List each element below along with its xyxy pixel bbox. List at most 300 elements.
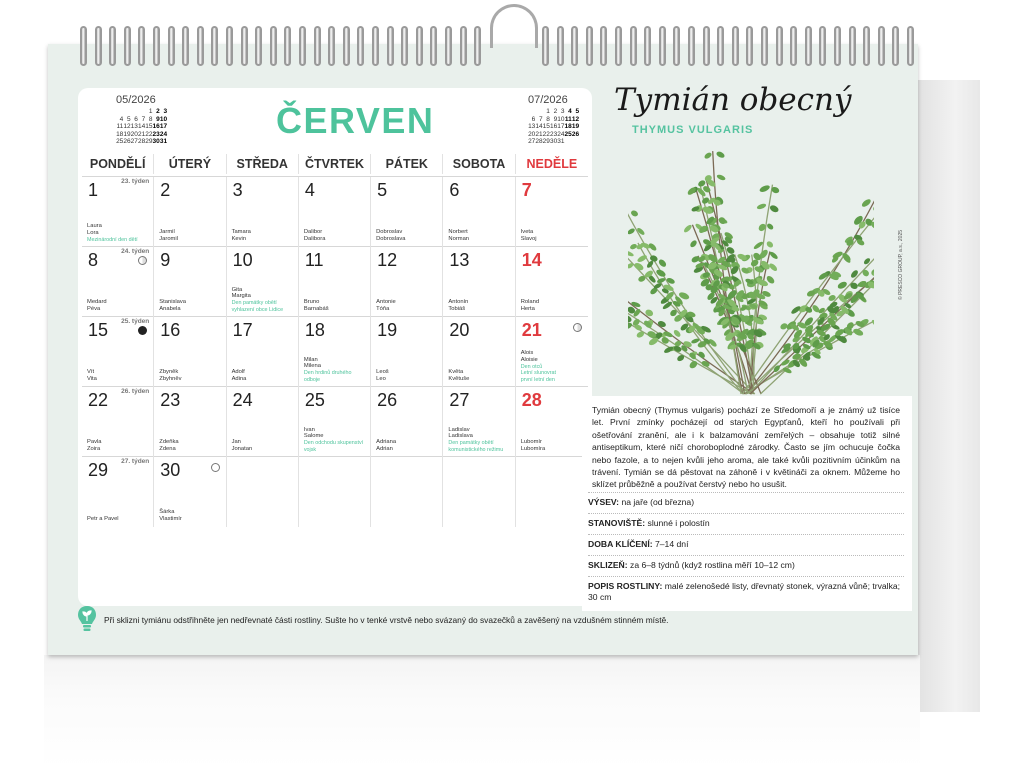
day-annotations [521, 350, 556, 383]
day-number: 22 [88, 390, 109, 410]
day-number: 16 [160, 320, 181, 340]
fact-value: 7–14 dní [655, 539, 689, 549]
weekday-label: SOBOTA [443, 154, 515, 174]
day-number: 14 [521, 250, 542, 270]
mini-calendar-day: 13 [528, 123, 536, 131]
calendar-day-cell [516, 457, 588, 527]
mini-calendar-day: 30 [549, 138, 558, 146]
day-annotations [87, 299, 107, 313]
mini-calendar-day: 26 [123, 138, 131, 146]
holiday-label: Den hrdinů druhého odboje [303, 370, 352, 383]
mini-calendar-day: 6 [134, 115, 138, 123]
day-annotations [87, 439, 102, 453]
mini-calendar-day: 5 [126, 115, 131, 123]
calendar-day-cell [227, 317, 299, 387]
day-number: 30 [160, 460, 181, 480]
mini-calendar-week [528, 138, 579, 146]
spiral-ring [153, 26, 160, 66]
spiral-ring [703, 26, 710, 66]
mini-calendar-day [138, 108, 145, 116]
calendar-day-cell [516, 387, 588, 457]
name-day: Petr a Pavel [87, 516, 119, 523]
weekday-label: ČTVRTEK [299, 154, 371, 174]
thyme-leaf [630, 209, 639, 217]
spiral-ring [761, 26, 768, 66]
name-day: Dobroslav Dobroslava [376, 229, 406, 243]
weekday-label: PONDĚLÍ [82, 154, 154, 174]
mini-calendar-day: 19 [571, 123, 580, 131]
spiral-ring [892, 26, 899, 66]
spiral-ring [299, 26, 306, 66]
day-annotations [448, 229, 469, 243]
calendar-day-cell [371, 387, 443, 457]
thyme-leaf [703, 151, 712, 159]
mini-calendar-day: 3 [163, 108, 168, 115]
day-annotations [448, 369, 469, 383]
plant-description: Tymián obecný (Thymus vulgaris) pochází ze Středomoří a je známý už tisíce let. První zmínky pocházejí od starých Egypťanů, kteří ho používali při ošetřování zranění, ale i k balzamování zemřelých – obsahuje totiž silné antiseptikum, které ničí choroboplodné zárodky. Často se jím ochucuje čočka nebo fazole, a to nejen kvůli jeho aroma, ale také kvůli pozitivním účinkům na trávení. Tymián se dá pěstovat na záhoně i v květináči za oknem. Můžeme ho sklízet průběžně a používat čerstvý nebo ho usušit. [592, 405, 900, 490]
name-day: Jan Jonatan [231, 439, 253, 453]
calendar-week-row [82, 246, 588, 316]
day-annotations [232, 229, 251, 243]
name-day: Iveta Slavoj [520, 229, 537, 243]
mini-calendar-day: 6 [531, 115, 536, 123]
thyme-leaf [683, 224, 693, 234]
holiday-label: Den otců Letní slunovrat první letní den [520, 363, 557, 383]
name-day: Zbyněk Zbyhněv [159, 369, 182, 383]
day-number: 9 [160, 250, 171, 270]
day-annotations [304, 299, 329, 313]
thyme-leaf [779, 322, 788, 331]
plant-facts [588, 492, 904, 608]
name-day: Milan Milena [303, 356, 321, 370]
day-number: 6 [449, 180, 460, 200]
calendar-day-cell [443, 177, 515, 247]
name-day: Medard Péva [87, 299, 107, 313]
fact-label: STANOVIŠTĚ: [588, 518, 646, 528]
name-day: Květa Květuše [448, 369, 470, 383]
spiral-ring [270, 26, 277, 66]
spiral-ring [109, 26, 116, 66]
spiral-ring [197, 26, 204, 66]
day-number: 23 [160, 390, 181, 410]
spiral-ring [557, 26, 564, 66]
thyme-leaf [765, 240, 774, 249]
thyme-leaf [666, 277, 676, 285]
calendar-day-cell [299, 177, 371, 247]
thyme-leaf [861, 268, 870, 277]
calendar-day-cell [82, 247, 154, 317]
calendar-day-cell [299, 387, 371, 457]
mini-calendar-day [564, 138, 571, 146]
holiday-label: Den odchodu skupenství vojsk [303, 440, 364, 453]
thyme-leaf [657, 320, 667, 328]
mini-calendar-day: 20 [528, 130, 536, 138]
day-annotations [232, 369, 247, 383]
day-annotations [521, 299, 539, 313]
name-day: Laura Lora [87, 223, 102, 236]
mini-calendar-day: 27 [130, 138, 138, 146]
day-annotations [376, 229, 405, 243]
calendar-day-cell [371, 247, 443, 317]
day-annotations [232, 287, 296, 313]
day-annotations [159, 439, 178, 453]
name-day: Roland Herta [520, 299, 540, 313]
day-annotations [87, 369, 97, 383]
mini-calendar-day: 3 [560, 108, 565, 115]
spiral-ring [907, 26, 914, 66]
spiral-ring [688, 26, 695, 66]
mini-calendar-day: 15 [145, 123, 153, 131]
name-day: Bruno Barnabáš [303, 299, 329, 313]
spiral-ring [168, 26, 175, 66]
fact-label: SKLIZEŇ: [588, 560, 628, 570]
calendar-day-cell [154, 247, 226, 317]
day-annotations [448, 299, 468, 313]
mini-calendar-week [528, 108, 579, 116]
mini-calendar-day: 9 [553, 115, 558, 123]
moon-phase-icon [138, 256, 147, 265]
thyme-leaf [717, 216, 727, 226]
day-number: 19 [377, 320, 398, 340]
spiral-ring [659, 26, 666, 66]
spiral-ring [834, 26, 841, 66]
day-number: 27 [449, 390, 470, 410]
mini-calendar-day: 10 [159, 115, 168, 123]
mini-calendar-day: 18 [116, 130, 124, 138]
calendar-week-row [82, 316, 588, 386]
mini-calendar-week [528, 116, 579, 124]
spiral-ring [717, 26, 724, 66]
spiral-ring [849, 26, 856, 66]
mini-calendar-day: 27 [528, 138, 536, 146]
thyme-leaf [629, 243, 638, 250]
calendar-day-cell [154, 387, 226, 457]
spiral-ring [343, 26, 350, 66]
mini-calendar-day: 9 [156, 115, 160, 123]
plant-title: Tymián obecný [614, 82, 852, 118]
thyme-leaf [769, 204, 780, 214]
name-day: Vít Vita [87, 369, 97, 383]
mini-calendar-day: 10 [557, 115, 565, 123]
calendar-day-cell [154, 457, 226, 527]
name-day: Leoš Leo [376, 369, 389, 383]
fact-row [588, 576, 904, 608]
lightbulb-sprout-icon [77, 604, 97, 634]
spiral-ring [746, 26, 753, 66]
name-day: Gita Margita [231, 286, 251, 300]
mini-calendar-day: 7 [538, 115, 543, 123]
fact-row [588, 492, 904, 513]
week-number: 27. týden [121, 458, 150, 465]
mini-calendar-day: 8 [148, 115, 153, 123]
mini-calendar-week [528, 131, 579, 139]
calendar-day-cell [299, 457, 371, 527]
moon-phase-icon [573, 323, 582, 332]
day-number: 11 [304, 250, 324, 270]
calendar-day-cell [82, 457, 154, 527]
name-day: Alois Aloisie [520, 350, 538, 363]
calendar-day-cell [443, 457, 515, 527]
mini-calendar-grid [116, 108, 167, 146]
spiral-ring [416, 26, 423, 66]
fact-row [588, 555, 904, 576]
calendar-day-cell [82, 177, 154, 247]
spiral-ring [630, 26, 637, 66]
mini-calendar-day: 23 [549, 130, 558, 138]
spiral-ring [226, 26, 233, 66]
fact-row [588, 534, 904, 555]
fact-row [588, 513, 904, 534]
spiral-ring [644, 26, 651, 66]
spiral-ring [542, 26, 549, 66]
calendar-day-cell [371, 457, 443, 527]
day-number: 20 [449, 320, 470, 340]
mini-calendar-day: 31 [557, 138, 565, 146]
calendar-day-cell [371, 317, 443, 387]
calendar-day-cell [516, 247, 588, 317]
spiral-ring [124, 26, 131, 66]
name-day: Ivan Salome [303, 426, 324, 440]
mini-calendar-day: 16 [549, 123, 558, 131]
day-annotations [304, 229, 326, 243]
mini-calendar-day [123, 108, 130, 116]
mini-calendar-day: 19 [123, 130, 131, 138]
calendar-day-cell [443, 387, 515, 457]
thyme-leaf [628, 262, 634, 269]
calendar-day-cell [443, 247, 515, 317]
mini-calendar-day: 1 [546, 108, 550, 115]
mini-calendar-day: 21 [137, 130, 146, 138]
calendar-day-cell [516, 317, 588, 387]
spiral-ring [182, 26, 189, 66]
day-annotations [159, 509, 182, 523]
spiral-ring [878, 26, 885, 66]
calendar-day-cell [227, 457, 299, 527]
day-annotations [159, 229, 178, 243]
day-number: 7 [521, 180, 532, 200]
mini-calendar-day: 25 [564, 130, 572, 138]
name-day: Adriana Adrian [376, 439, 397, 453]
week-number: 25. týden [121, 318, 150, 325]
mini-calendar-day [572, 138, 579, 146]
thyme-leaf [756, 203, 767, 211]
spiral-ring [460, 26, 467, 66]
calendar-day-cell [82, 317, 154, 387]
day-annotations [521, 229, 537, 243]
thyme-leaf [628, 227, 636, 235]
calendar-day-cell [154, 317, 226, 387]
mini-calendar-day: 24 [557, 130, 565, 138]
spiral-ring [863, 26, 870, 66]
holiday-label: Den památky obětí vyhlazení obce Lidice [231, 300, 284, 313]
mini-calendar-label: 07/2026 [528, 94, 568, 106]
spiral-ring [401, 26, 408, 66]
name-day: Ladislav Ladislava [448, 426, 473, 440]
calendar-day-cell [227, 247, 299, 317]
mini-calendar-next [528, 94, 579, 146]
weekday-label: STŘEDA [227, 154, 299, 174]
spiral-ring [673, 26, 680, 66]
thyme-leaf [658, 258, 668, 268]
spiral-ring [445, 26, 452, 66]
mini-calendar-day: 8 [546, 115, 550, 123]
day-annotations [376, 369, 389, 383]
mini-calendar-day: 4 [119, 115, 124, 123]
day-number: 28 [521, 390, 542, 410]
mini-calendar-day: 22 [542, 130, 550, 138]
thyme-leaf [766, 222, 774, 230]
month-calendar [78, 88, 592, 606]
day-number: 4 [304, 180, 315, 200]
holiday-label: Den památky obětí komunistického režimu [448, 440, 504, 453]
fact-value: slunné i polostín [647, 518, 710, 528]
fact-label: DOBA KLÍČENÍ: [588, 539, 653, 549]
mini-calendar-day: 4 [568, 108, 572, 115]
fact-value: za 6–8 týdnů (když rostlina měří 10–12 cm) [630, 560, 795, 570]
spiral-ring [284, 26, 291, 66]
mini-calendar-week [116, 123, 167, 131]
mini-calendar-day: 1 [148, 108, 153, 115]
day-number: 17 [232, 320, 253, 340]
thyme-leaf [759, 184, 771, 193]
day-annotations [448, 427, 512, 453]
thyme-leaf [715, 150, 725, 159]
spiral-ring [805, 26, 812, 66]
weekday-label: PÁTEK [371, 154, 443, 174]
spiral-ring [241, 26, 248, 66]
spiral-ring [430, 26, 437, 66]
calendar-week-row [82, 176, 588, 246]
thyme-leaf [871, 319, 874, 329]
name-day: Norbert Norman [448, 229, 470, 243]
fact-label: POPIS ROSTLINY: [588, 581, 663, 591]
calendar-day-cell [371, 177, 443, 247]
fact-value: malé zelenošedé listy, dřevnatý stonek, výrazná vůně; trvalka; 30 cm [588, 581, 901, 602]
mini-calendar-day: 21 [535, 130, 543, 138]
spiral-ring [328, 26, 335, 66]
mini-calendar-label: 05/2026 [116, 94, 156, 106]
day-number: 1 [88, 180, 99, 200]
mini-calendar-day: 17 [557, 123, 565, 131]
thyme-leaf [628, 249, 634, 257]
mini-calendar-day: 14 [535, 123, 543, 131]
mini-calendar-day: 17 [159, 123, 168, 131]
day-number: 3 [232, 180, 243, 200]
fact-label: VÝSEV: [588, 497, 620, 507]
thyme-leaf [850, 269, 860, 279]
spiral-ring [314, 26, 321, 66]
name-day: Zdeňka Zdena [159, 439, 179, 453]
name-day: Antonín Tobiáš [448, 299, 469, 313]
day-number: 2 [160, 180, 171, 200]
spiral-ring [615, 26, 622, 66]
thyme-leaf [689, 239, 698, 248]
copyright-note: © PRESCO GROUP, a.s., 2025 [898, 229, 904, 300]
plant-info-box [582, 396, 912, 611]
spiral-ring [95, 26, 102, 66]
spiral-ring [586, 26, 593, 66]
spiral-ring [211, 26, 218, 66]
spiral-ring [80, 26, 87, 66]
day-number: 12 [377, 250, 398, 270]
day-number: 18 [304, 320, 325, 340]
mini-calendar-day [116, 108, 123, 116]
calendar-week-row [82, 456, 588, 526]
mini-calendar-day: 28 [137, 138, 146, 146]
day-number: 25 [304, 390, 325, 410]
mini-calendar-day: 28 [535, 138, 543, 146]
day-number: 21 [521, 320, 542, 340]
name-day: Dalibor Dalibora [303, 229, 326, 243]
mini-calendar-day: 11 [564, 115, 572, 123]
mini-calendar-day: 2 [553, 108, 558, 115]
mini-calendar-day: 12 [123, 123, 131, 131]
month-title: ČERVEN [276, 100, 435, 141]
thyme-illustration [628, 126, 874, 398]
calendar-grid [82, 176, 588, 526]
mini-calendar-day: 12 [571, 115, 580, 123]
hanger-hook [490, 4, 538, 48]
holiday-label: Mezinárodní den dětí [87, 236, 138, 243]
spiral-ring [600, 26, 607, 66]
mini-calendar-day: 31 [159, 138, 168, 146]
mini-calendar-prev [116, 94, 167, 146]
day-number: 26 [377, 390, 398, 410]
mini-calendar-day: 13 [130, 123, 138, 131]
calendar-stand [918, 80, 980, 712]
calendar-day-cell [82, 387, 154, 457]
thyme-leaf [716, 174, 726, 182]
thyme-leaf [870, 268, 874, 278]
calendar-day-cell [227, 387, 299, 457]
mini-calendar-day: 2 [156, 108, 160, 115]
spiral-ring [255, 26, 262, 66]
mini-calendar-week [116, 108, 167, 116]
mini-calendar-day: 26 [571, 130, 580, 138]
mini-calendar-day: 23 [152, 130, 160, 138]
week-number: 23. týden [121, 178, 150, 185]
mini-calendar-grid [528, 108, 579, 146]
thyme-leaf [676, 354, 685, 363]
calendar-day-cell [516, 177, 588, 247]
mini-calendar-day: 30 [152, 138, 160, 146]
calendar-day-cell [299, 247, 371, 317]
day-number: 29 [88, 460, 109, 480]
name-day: Tamara Kevin [231, 229, 251, 243]
calendar-day-cell [227, 177, 299, 247]
mini-calendar-day: 14 [137, 123, 146, 131]
mini-calendar-day: 24 [159, 130, 168, 138]
mini-calendar-week [528, 123, 579, 131]
calendar-day-cell [443, 317, 515, 387]
spiral-ring [776, 26, 783, 66]
day-annotations [232, 439, 253, 453]
mini-calendar-week [116, 116, 167, 124]
week-number: 26. týden [121, 388, 150, 395]
mini-calendar-day: 22 [145, 130, 153, 138]
mini-calendar-day: 20 [130, 130, 138, 138]
spiral-ring [372, 26, 379, 66]
mini-calendar-day: 25 [116, 138, 124, 146]
spiral-ring [387, 26, 394, 66]
name-day: Jarmil Jaromil [159, 229, 178, 243]
day-annotations [304, 427, 368, 453]
day-annotations [87, 223, 138, 243]
day-annotations [521, 439, 546, 453]
fact-value: na jaře (od března) [621, 497, 695, 507]
mini-calendar-week [116, 138, 167, 146]
moon-phase-icon [211, 463, 220, 472]
